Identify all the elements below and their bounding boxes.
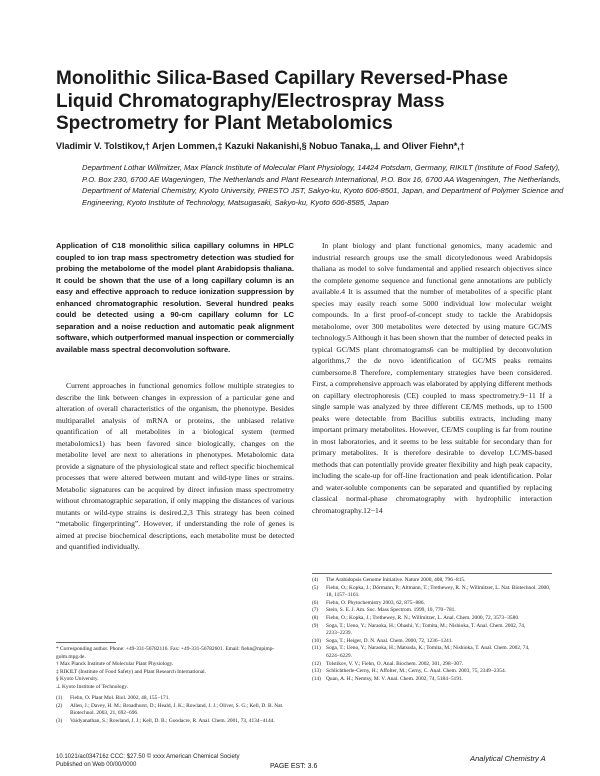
footnote: ‡ RIKILT (Institute of Food Safety) and Plant Research International.: [56, 668, 207, 675]
footnote: † Max Planck Institute of Molecular Plant Physiology.: [56, 661, 174, 668]
affiliations: Department Lothar Willmitzer, Max Planck Institute of Molecular Plant Physiology, 14424 Potsdam, Germany, RIKILT (Institute of Food Safety), P.O. Box 230, 6700 AE Wageningen, The Netherlands and Plant Research International, P.O. Box 16, 6700 AA Wageningen, The Netherlands, Department of Material Chemistry, Kyoto University, PRESTO JST, Sakyo-ku, Kyoto 606-8501, Japan, and Department of Polymer Science and Engineering, Kyoto Institute of Technology, Matsugasaki, Sakyo-ku, Kyoto 606-8585, Japan: [82, 163, 564, 207]
references-left: [56, 695, 294, 725]
reference-item: (7) Stein, S. E. J. Am. Soc. Mass Spectrom. 1999, 10, 770−781.: [312, 607, 456, 614]
reference-item: (12) Tolstikov, V. V.; Fiehn, O. Anal. Biochem. 2002, 301, 298−307.: [312, 660, 464, 667]
footnotes: [56, 646, 294, 692]
reference-item: (8) Fiehn, O.; Kopka, J.; Trethewey, R. N.; Willmitzer, L. Anal. Chem. 2000, 72, 3573−3580.: [312, 614, 520, 621]
footnote: ⊥ Kyoto Institute of Technology.: [56, 683, 128, 690]
journal-name: Analytical Chemistry A: [470, 754, 546, 763]
footnote-divider: [56, 642, 116, 643]
reference-item: (4) The Arabidopsis Genome Initiative. Nature 2000, 408, 796−815.: [312, 577, 466, 583]
body-paragraph: Current approaches in functional genomics follow multiple strategies to describe the link between changes in expression of a particular gene and alteration of overall characteristics of the organism, the phenotype. Besides multiparallel analysis of mRNA or proteins, the unbiased relative quantification of all metabolites in a biological system (termed metabolomics1) has been favored since biologically, changes on the metabolite level are next to alterations in phenotypes. Metabolomic data provide a signature of the physiological state and reflect specific biochemical processes that were altered between mutant and wild-type lines or strains. Metabolic signatures can be acquired by direct infusion mass spectrometry without chromatographic separation, if only mapping the distances of various mutants or wild-type strains is desired.2,3 This strategy has been coined “metabolic fingerprinting”. However, if understanding the role of genes is aimed at precise biochemical descriptions, each metabolite must be detected and quantified individually.: [56, 381, 294, 551]
footnote: * Corresponding author. Phone: +49-331-56782116. Fax: +49-331-56782601. Email: fiehn@mpimp-golm.mpg.de.: [56, 646, 275, 660]
reference-item: (6) Fiehn, O. Phytochemistry 2003, 62, 875−886.: [312, 599, 425, 606]
references-right: [312, 577, 552, 683]
reference-item: (3) Vaidyanathan, S.; Rowland, J. J.; Kell, D. B.; Goodacre, R. Anal. Chem. 2001, 73, 4134−4144.: [56, 717, 275, 724]
abstract: Application of C18 monolithic silica capillary columns in HPLC coupled to ion trap mass spectrometry detection was studied for probing the metabolome of the model plant Arabidopsis thaliana. It could be shown that the use of a long capillary column is an easy and effective approach to reduce ionization suppression by enhanced chromatographic resolution. Several hundred peaks could be detected using a 90-cm capillary column for LC separation and a noise reduction and automatic peak alignment software, which outperformed manual inspection or commercially available mass spectral deconvolution software.: [56, 241, 294, 354]
intro-left-column: [56, 380, 294, 553]
article-title: Monolithic Silica-Based Capillary Reversed-Phase Liquid Chromatography/Electrospray Mass Spectrometry for Plant Metabolomics: [56, 68, 508, 134]
body-paragraph: In plant biology and plant functional genomics, many academic and industrial research groups use the small dicotyledonous weed Arabidopsis thaliana as model to solve fundamental and applied research objectives since the complete genome sequence and functional gene annotations are publicly available.4 It is assumed that the number of metabolites of a specific plant species may easily reach some 5000 individual low molecular weight compounds. In a first proof-of-concept study to tackle the Arabidopsis metabolome, over 300 metabolites were detected by using mature GC/MS technology.5 Although it has been shown that the number of detected peaks in typical GC/MS plant chromatograms6 can be multiplied by deconvolution algorithms,7 the de novo identification of GC/MS peaks remains cumbersome.8 Therefore, complementary strategies have been considered. First, a comprehensive approach was elaborated by applying different methods on capillary electrophoresis (CE) coupled to mass spectrometry.9−11 If a single sample was analyzed by three different CE/MS methods, up to 1500 peaks were detectable from Bacillus subtilis extracts, including many important primary metabolites. However, CE/MS coupling is far from routine in most laboratories, and it seems to be less suitable for secondary than for primary metabolites. It is therefore desirable to develop LC/MS-based methods that can potentially provide greater flexibility and high peak capacity, including the scale-up for off-line fractionation and peak identification. Polar and water-soluble components can be separated and quantified by replacing classical normal-phase chromatography with hydrophilic interaction chromatography.12−14: [312, 241, 552, 515]
doi-line: 10.1021/ac034716z CCC: $27.50 © xxxx American Chemical Society: [56, 754, 240, 760]
reference-item: (14) Quan, A. H.; Nemtsy, M. V. Anal. Chem. 2002, 74, 5184−5191.: [312, 675, 464, 682]
references-divider: [312, 573, 552, 574]
reference-item: (13) Schlichtherle-Cerny, H.; Affolter, M.; Cerny, C. Anal. Chem. 2003, 75, 2349−2354.: [312, 668, 507, 675]
reference-item: (10) Soga, T.; Heiger, D. N. Anal. Chem. 2000, 72, 1236−1241.: [312, 637, 453, 644]
reference-item: (5) Fiehn, O.; Kopka, J.; Dörmann, P.; Altmann, T.; Trethewey, R. N.; Willmitzer, L. Nat. Biotechnol. 2000, 18, 1157−1161.: [312, 584, 551, 599]
footer-publication-info: [56, 753, 240, 769]
reference-item: (1) Fiehn, O. Plant Mol. Biol. 2002, 48, 155−171.: [56, 695, 170, 701]
author-list: Vladimir V. Tolstikov,† Arjen Lommen,‡ Kazuki Nakanishi,§ Nobuo Tanaka,⊥ and Oliver Fiehn*,†: [56, 141, 465, 151]
published-line: Published on Web 00/00/0000: [56, 762, 137, 768]
intro-right-column: [312, 240, 552, 516]
reference-item: (11) Soga, T.; Ueno, Y.; Naraoka, H.; Matsuda, K.; Tomita, M.; Nishioka, T. Anal. Chem. 2002, 74, 6224−6229.: [312, 645, 530, 659]
page-estimate: PAGE EST: 3.6: [270, 763, 318, 770]
reference-item: (2) Allen, J.; Davey, H. M.; Broadhurst, D.; Heald, J. K.; Rowland, J. J.; Oliver, S. G.; Kell, D. B. Nat. Biotechnol. 2003, 21, 692−696.: [56, 702, 284, 717]
footnote: § Kyoto University.: [56, 676, 99, 683]
reference-item: (9) Soga, T.; Ueno, Y.; Naraoka, H.; Ohashi, Y.; Tomita, M.; Nishioka, T. Anal. Chem. 2002, 74, 2233−2239.: [312, 622, 526, 637]
